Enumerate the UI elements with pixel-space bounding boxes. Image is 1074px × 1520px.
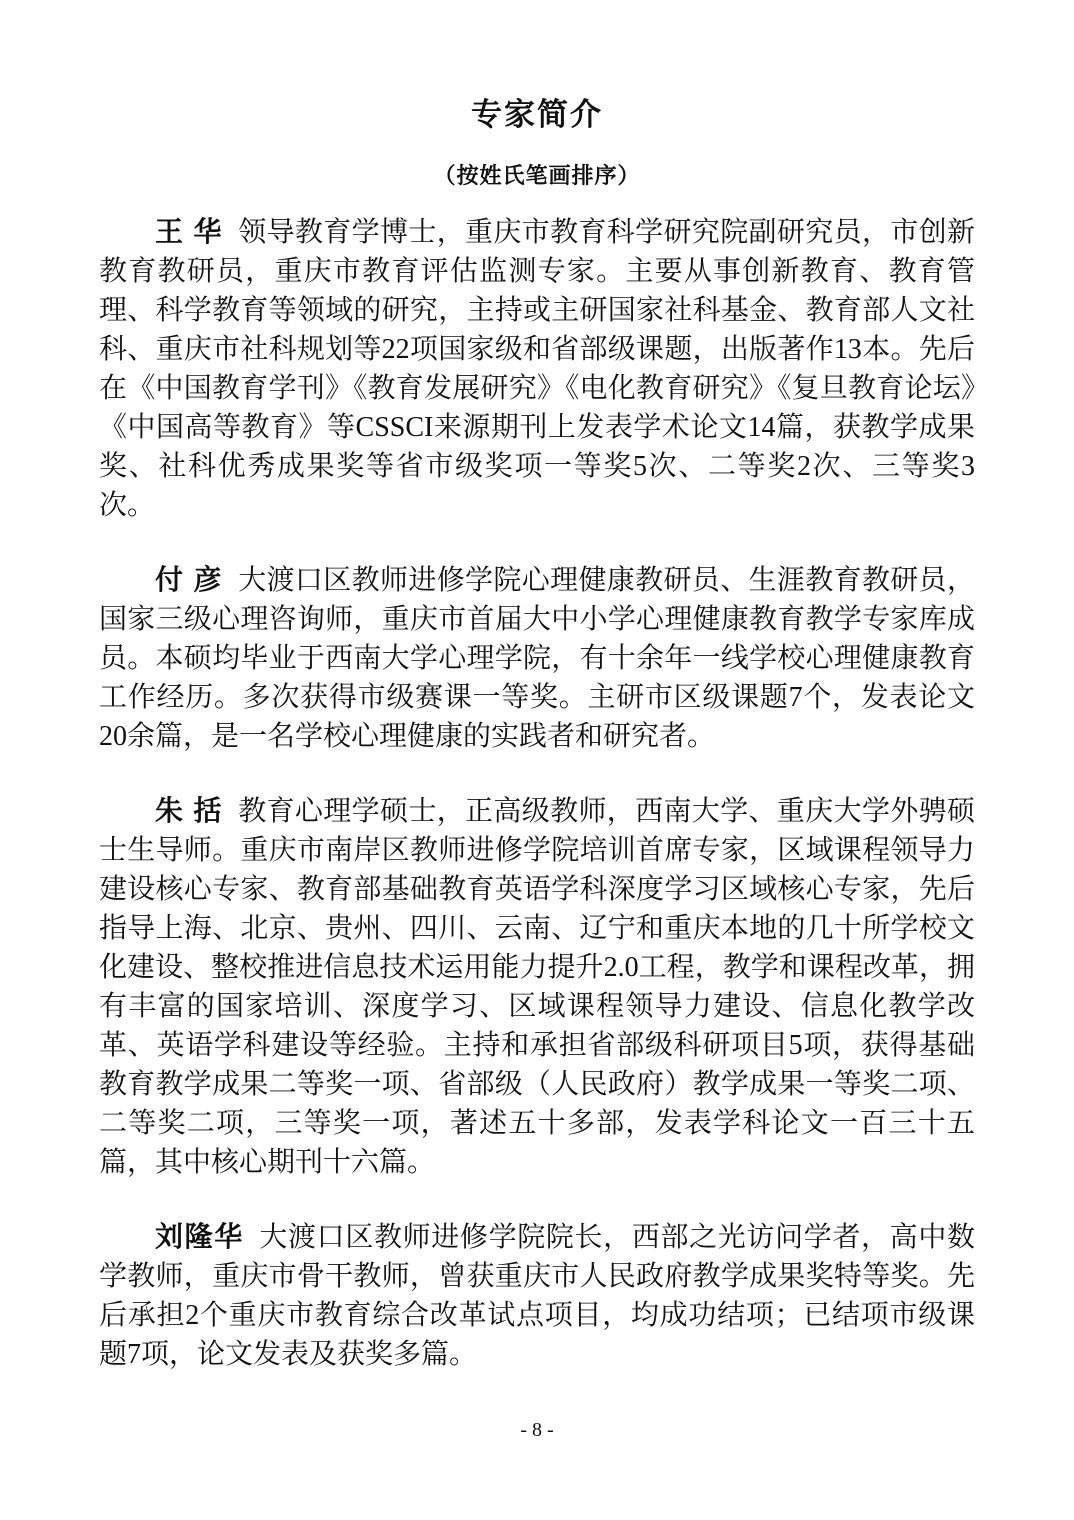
page-subtitle: （按姓氏笔画排序） — [433, 163, 641, 188]
expert-bio-paragraph — [99, 560, 975, 756]
page-title: 专家简介 — [471, 97, 603, 132]
expert-name: 付 彦 — [155, 564, 223, 595]
expert-bio-paragraph — [99, 1217, 975, 1374]
expert-name: 王 华 — [155, 216, 223, 247]
page-number: - 8 - — [520, 1419, 554, 1441]
expert-bio-text: 教育心理学硕士，正高级教师，西南大学、重庆大学外骋硕士生导师。重庆市南岸区教师进修学院培训首席专家，区域课程领导力建设核心专家、教育部基础教育英语学科深度学习区域核心专家，先后指导上海、北京、贵州、四川、云南、辽宁和重庆本地的几十所学校文化建设、整校推进信息技术运用能力提升2.0工程，教学和课程改革，拥有丰富的国家培训、深度学习、区域课程领导力建设、信息化教学改革、英语学科建设等经验。主持和承担省部级科研项目5项，获得基础教育教学成果二等奖一项、省部级（人民政府）教学成果一等奖二项、二等奖二项，三等奖一项，著述五十多部，发表学科论文一百三十五篇，其中核心期刊十六篇。 — [99, 796, 975, 1178]
expert-bio-paragraph — [99, 791, 975, 1182]
expert-bio-text: 大渡口区教师进修学院心理健康教研员、生涯教育教研员，国家三级心理咨询师，重庆市首届大中小学心理健康教育教学专家库成员。本硕均毕业于西南大学心理学院，有十余年一线学校心理健康教育工作经历。多次获得市级赛课一等奖。主研市区级课题7个，发表论文20余篇，是一名学校心理健康的实践者和研究者。 — [99, 565, 975, 752]
experts-list — [99, 212, 975, 1374]
expert-name: 朱 括 — [155, 795, 223, 826]
expert-bio-text: 领导教育学博士，重庆市教育科学研究院副研究员，市创新教育教研员，重庆市教育评估监测专家。主要从事创新教育、教育管理、科学教育等领域的研究，主持或主研国家社科基金、教育部人文社科、重庆市社科规划等22项国家级和省部级课题，出版著作13本。先后在《中国教育学刊》《教育发展研究》《电化教育研究》《复旦教育论坛》《中国高等教育》等CSSCI来源期刊上发表学术论文14篇，获教学成果奖、社科优秀成果奖等省市级奖项一等奖5次、二等奖2次、三等奖3次。 — [99, 217, 975, 521]
expert-bio-paragraph — [99, 212, 975, 525]
expert-name: 刘隆华 — [155, 1221, 244, 1252]
expert-bio-text: 大渡口区教师进修学院院长，西部之光访问学者，高中数学教师，重庆市骨干教师，曾获重庆市人民政府教学成果奖特等奖。先后承担2个重庆市教育综合改革试点项目，均成功结项；已结项市级课题7项，论文发表及获奖多篇。 — [99, 1222, 975, 1370]
